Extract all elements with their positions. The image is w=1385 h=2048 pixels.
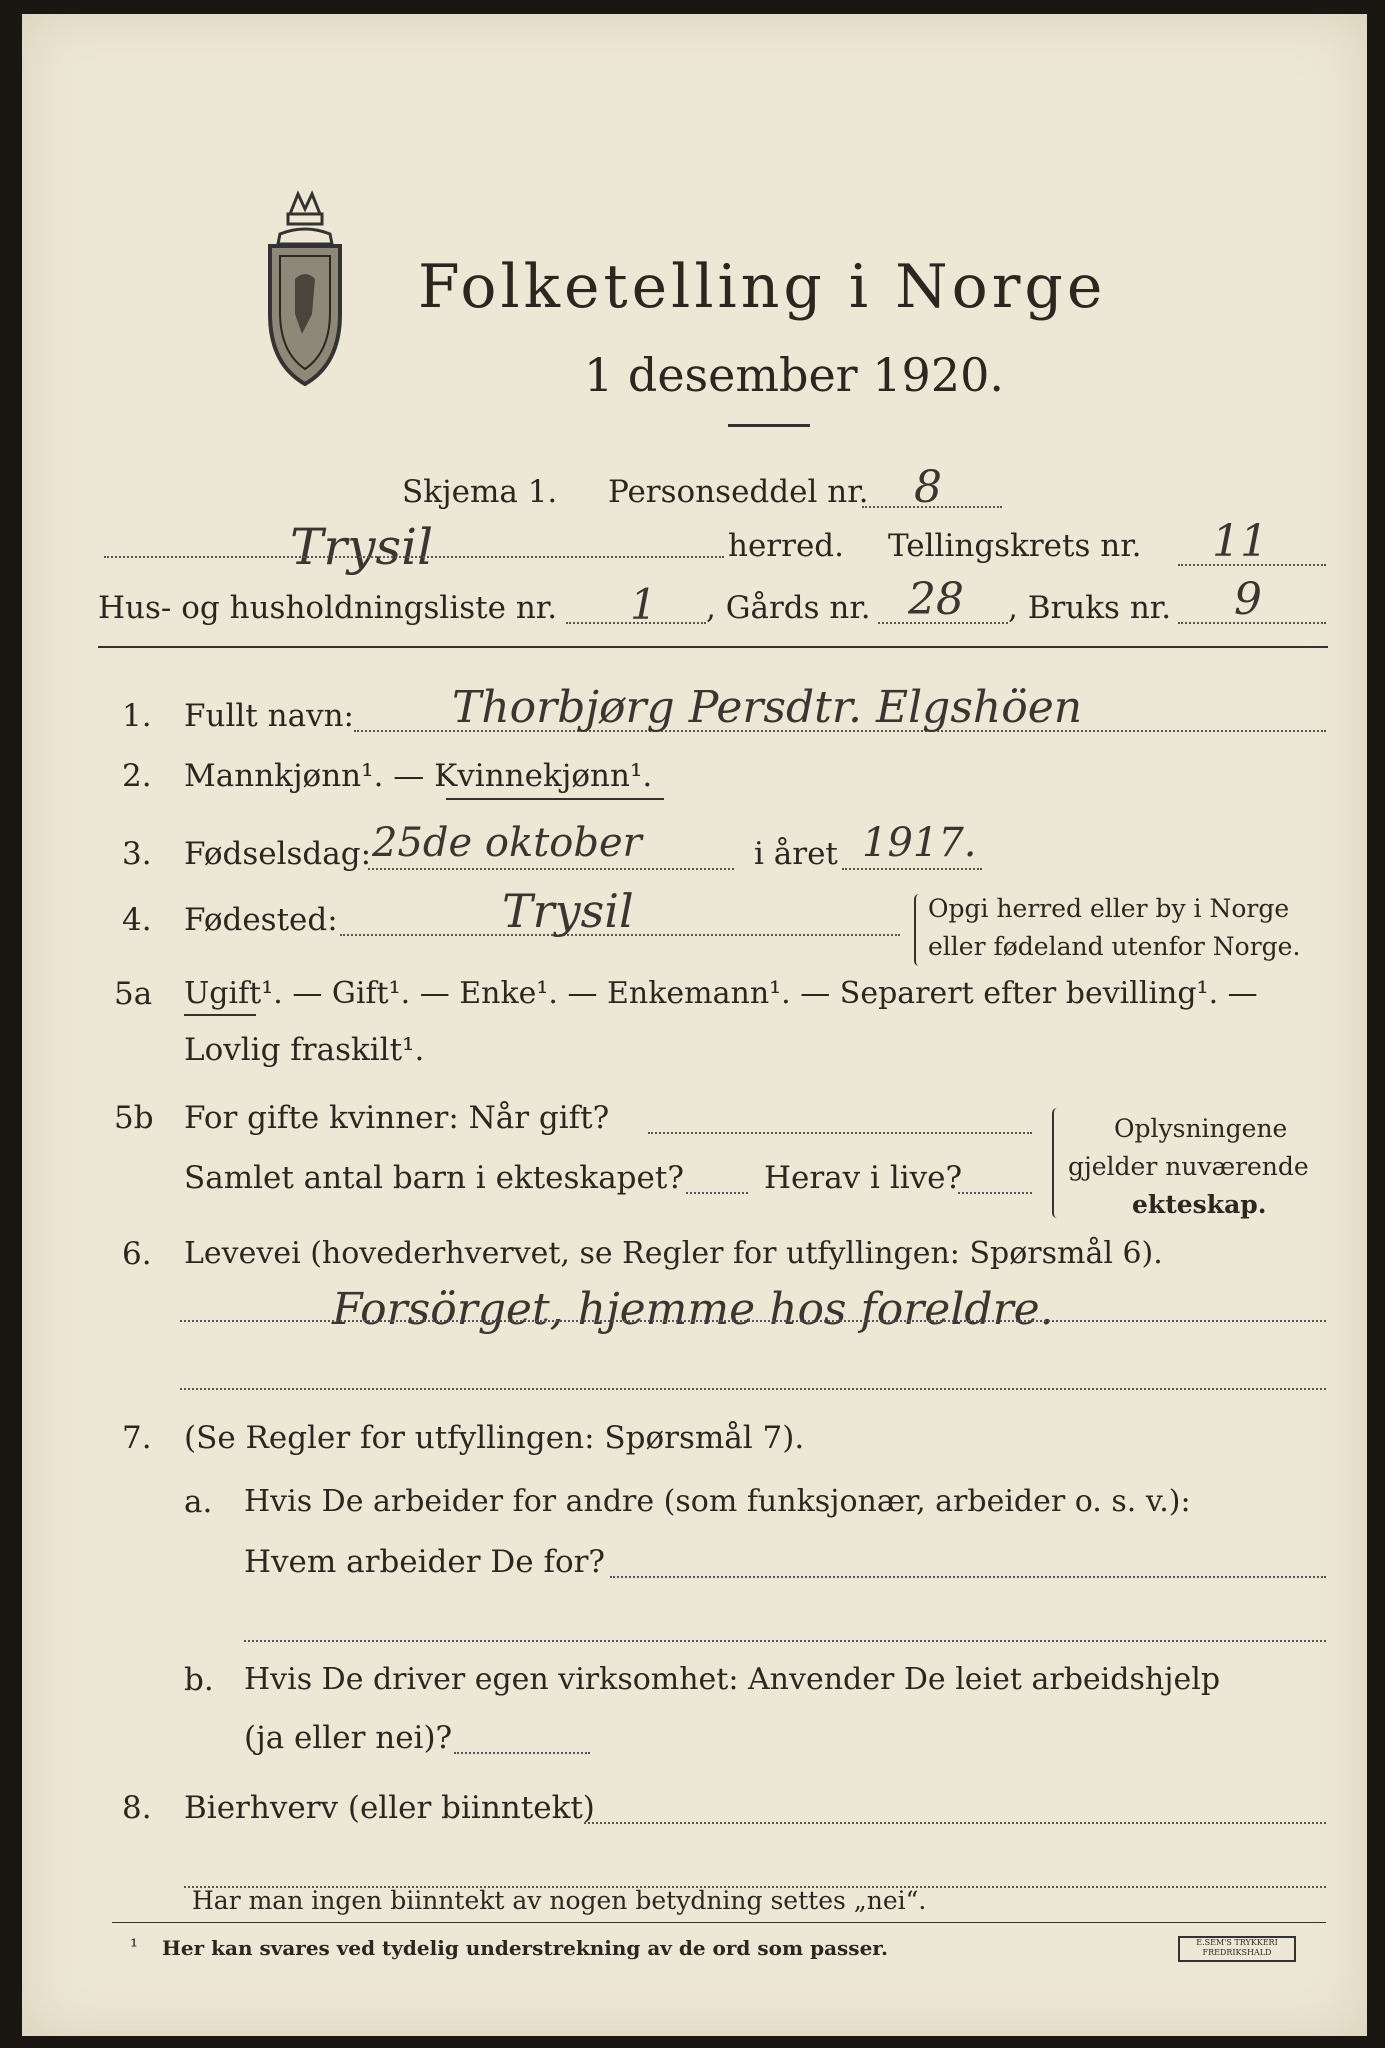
q5b-note-1: Oplysningene — [1114, 1114, 1288, 1143]
q5a-number: 5a — [114, 976, 153, 1012]
q3-year-label: i året — [754, 836, 838, 872]
bruks-value: 9 — [1234, 574, 1262, 625]
q5a-ugift-underline — [184, 1014, 256, 1016]
q5b-note-3: ekteskap. — [1132, 1190, 1267, 1219]
q6-line-2 — [180, 1388, 1326, 1390]
q2-number: 2. — [122, 758, 152, 794]
q6-line-1 — [180, 1320, 1326, 1322]
q7-number: 7. — [122, 1420, 152, 1456]
census-form-page — [22, 14, 1367, 2036]
form-title: Folketelling i Norge — [418, 252, 1107, 322]
q3-number: 3. — [122, 836, 152, 872]
footnote-text: Her kan svares ved tydelig understrekning av de ord som passer. — [162, 1936, 888, 1960]
gards-value: 28 — [908, 574, 964, 625]
q5b-number: 5b — [114, 1100, 154, 1136]
q8-label: Bierhverv (eller biinntekt) — [184, 1790, 595, 1826]
q1-label: Fullt navn: — [184, 698, 354, 734]
personseddel-label: Personseddel nr. — [608, 474, 869, 510]
footnote-mark: ¹ — [130, 1934, 139, 1958]
header-rule — [98, 646, 1328, 648]
herred-value: Trysil — [290, 518, 434, 576]
q6-number: 6. — [122, 1236, 152, 1272]
q5b-children-line — [686, 1192, 748, 1194]
q5b-brace — [1052, 1108, 1062, 1218]
q3-line — [368, 868, 734, 870]
q5a-line-2: Lovlig fraskilt¹. — [184, 1032, 425, 1068]
title-divider — [728, 424, 810, 427]
q2-underline — [446, 798, 664, 800]
tellingskrets-label: Tellingskrets nr. — [888, 528, 1142, 564]
q8-line — [584, 1822, 1326, 1824]
q6-value: Forsörget, hjemme hos foreldre. — [332, 1284, 1054, 1335]
q3-label: Fødselsdag: — [184, 836, 372, 872]
q7a-line-2: Hvem arbeider De for? — [244, 1544, 606, 1580]
bruks-label: , Bruks nr. — [1008, 590, 1172, 626]
q5b-line-2: Samlet antal barn i ekteskapet? — [184, 1160, 684, 1196]
q7b-line-1: Hvis De driver egen virksomhet: Anvender De leiet arbeidshjelp — [244, 1662, 1221, 1697]
personseddel-value: 8 — [914, 462, 942, 513]
q8-number: 8. — [122, 1790, 152, 1826]
q7a-line — [610, 1576, 1326, 1578]
q5a-line-1: Ugift¹. — Gift¹. — Enke¹. — Enkemann¹. — Separert efter bevilling¹. — — [184, 976, 1258, 1011]
norway-coat-of-arms-icon — [250, 184, 360, 394]
q7a-letter: a. — [184, 1484, 213, 1520]
q4-brace — [914, 894, 924, 966]
skjema-label: Skjema 1. — [402, 474, 558, 510]
q7a-line-1: Hvis De arbeider for andre (som funksjonær, arbeider o. s. v.): — [244, 1484, 1191, 1519]
q4-note-1: Opgi herred eller by i Norge — [928, 894, 1290, 923]
q7b-letter: b. — [184, 1662, 214, 1698]
husholdningsliste-value: 1 — [630, 580, 657, 629]
q5b-note-2: gjelder nuværende — [1068, 1152, 1309, 1181]
footnote-rule — [112, 1922, 1326, 1923]
q6-label: Levevei (hovederhvervet, se Regler for utfyllingen: Spørsmål 6). — [184, 1236, 1163, 1271]
q7a-line-extra — [244, 1640, 1326, 1642]
census-date: 1 desember 1920. — [584, 348, 1004, 402]
q3-year: 1917. — [862, 820, 977, 866]
gards-label: , Gårds nr. — [706, 590, 871, 626]
q1-value: Thorbjørg Persdtr. Elgshöen — [452, 682, 1083, 733]
herred-label: herred. — [728, 528, 844, 564]
q4-label: Fødested: — [184, 902, 338, 938]
q7b-line-2: (ja eller nei)? — [244, 1720, 453, 1756]
q4-number: 4. — [122, 902, 152, 938]
q2-label: Mannkjønn¹. — Kvinnekjønn¹. — [184, 758, 653, 794]
q4-note-2: eller fødeland utenfor Norge. — [928, 932, 1301, 961]
q5b-alive-label: Herav i live? — [764, 1160, 963, 1196]
q4-value: Trysil — [502, 884, 634, 938]
q3-year-line — [842, 868, 982, 870]
husholdningsliste-label: Hus- og husholdningsliste nr. — [98, 590, 558, 626]
q5b-when-line — [648, 1132, 1032, 1134]
q7-label: (Se Regler for utfyllingen: Spørsmål 7). — [184, 1420, 805, 1456]
tellingskrets-value: 11 — [1212, 516, 1268, 567]
q1-number: 1. — [122, 698, 152, 734]
q3-value: 25de oktober — [372, 820, 642, 866]
q5b-alive-line — [958, 1192, 1032, 1194]
q5b-line-1: For gifte kvinner: Når gift? — [184, 1100, 610, 1136]
printer-stamp: E.SEM'S TRYKKERI FREDRIKSHALD — [1178, 1936, 1296, 1962]
herred-line — [104, 556, 724, 558]
q8-note: Har man ingen biinntekt av nogen betydning settes „nei“. — [192, 1886, 927, 1915]
q7b-line — [454, 1752, 590, 1754]
